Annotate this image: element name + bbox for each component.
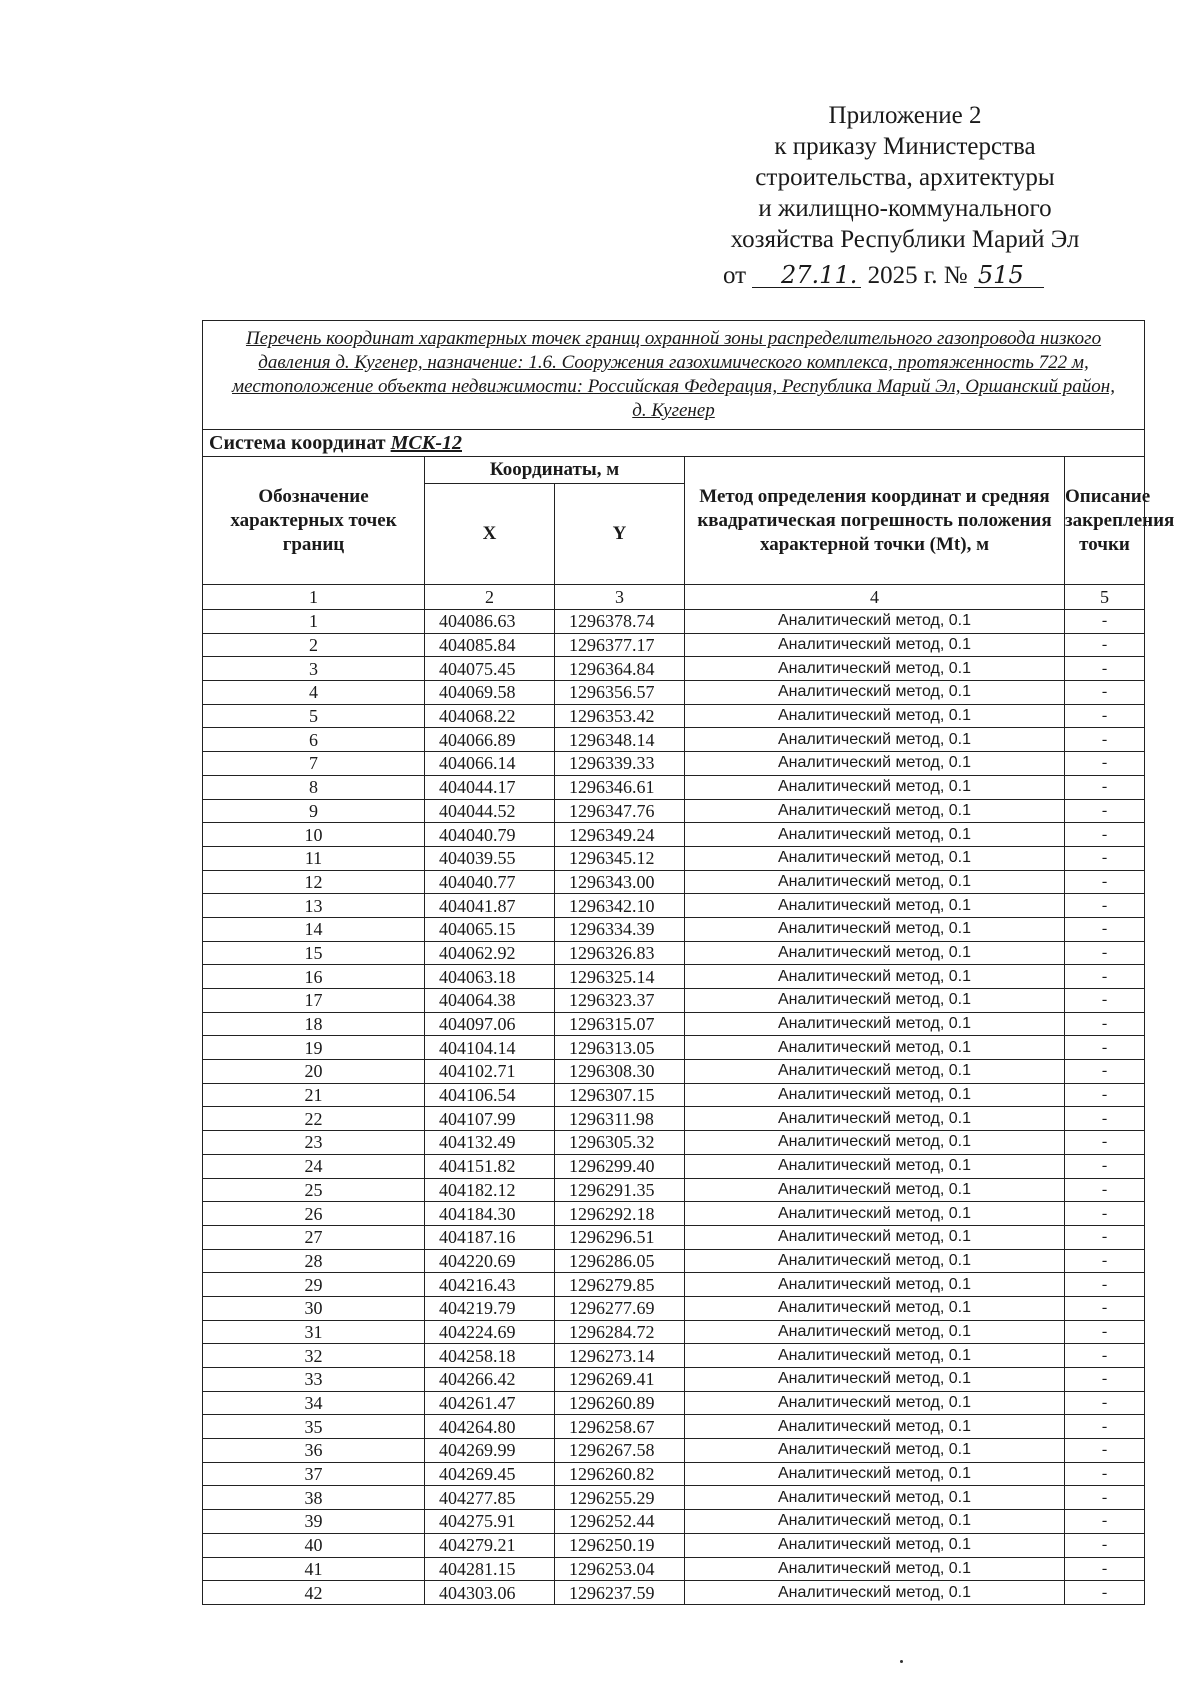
column-number: 3 [555,585,685,610]
description-cell: - [1065,1581,1145,1605]
table-row [203,775,1145,799]
description-cell: - [1065,1107,1145,1131]
y-coordinate-cell: 1296237.59 [555,1581,685,1605]
point-number-cell: 19 [203,1036,425,1060]
x-coordinate-cell: 404040.77 [425,870,555,894]
description-cell: - [1065,1131,1145,1155]
table-row [203,823,1145,847]
table-row [203,1107,1145,1131]
description-cell: - [1065,1486,1145,1510]
coordinate-system-row [203,430,1145,457]
y-coordinate-cell: 1296347.76 [555,799,685,823]
y-coordinate-cell: 1296307.15 [555,1083,685,1107]
header-line: хозяйства Республики Марий Эл [730,226,1080,253]
table-row [203,1012,1145,1036]
description-cell: - [1065,610,1145,634]
table-row [203,681,1145,705]
method-cell: Аналитический метод, 0.1 [685,1415,1065,1439]
point-number-cell: 21 [203,1083,425,1107]
x-coordinate-cell: 404275.91 [425,1510,555,1534]
x-coordinate-cell: 404216.43 [425,1273,555,1297]
description-cell: - [1065,989,1145,1013]
y-coordinate-cell: 1296345.12 [555,846,685,870]
coordinates-table [202,320,1175,1605]
x-coordinate-cell: 404151.82 [425,1154,555,1178]
header-y: Y [555,484,685,585]
description-cell: - [1065,728,1145,752]
header-description: Описание закрепления точки [1065,457,1145,585]
table-row [203,1320,1145,1344]
table-row [203,1178,1145,1202]
x-coordinate-cell: 404132.49 [425,1131,555,1155]
column-number: 1 [203,585,425,610]
y-coordinate-cell: 1296253.04 [555,1557,685,1581]
description-cell: - [1065,1320,1145,1344]
table-row [203,633,1145,657]
table-row [203,1273,1145,1297]
point-number-cell: 31 [203,1320,425,1344]
method-cell: Аналитический метод, 0.1 [685,752,1065,776]
x-coordinate-cell: 404106.54 [425,1083,555,1107]
table-row [203,941,1145,965]
table-row [203,752,1145,776]
method-cell: Аналитический метод, 0.1 [685,1462,1065,1486]
coordinate-system-value: МСК-12 [390,432,462,454]
column-number: 2 [425,585,555,610]
y-coordinate-cell: 1296258.67 [555,1415,685,1439]
method-cell: Аналитический метод, 0.1 [685,1273,1065,1297]
x-coordinate-cell: 404187.16 [425,1225,555,1249]
description-cell: - [1065,1202,1145,1226]
description-cell: - [1065,823,1145,847]
point-number-cell: 23 [203,1131,425,1155]
y-coordinate-cell: 1296291.35 [555,1178,685,1202]
method-cell: Аналитический метод, 0.1 [685,823,1065,847]
y-coordinate-cell: 1296279.85 [555,1273,685,1297]
method-cell: Аналитический метод, 0.1 [685,1036,1065,1060]
table-row [203,965,1145,989]
method-cell: Аналитический метод, 0.1 [685,1391,1065,1415]
y-coordinate-cell: 1296286.05 [555,1249,685,1273]
point-number-cell: 14 [203,917,425,941]
description-cell: - [1065,1296,1145,1320]
point-number-cell: 41 [203,1557,425,1581]
coordinates-table-wrapper [202,320,1175,1605]
table-row [203,1368,1145,1392]
x-coordinate-cell: 404102.71 [425,1060,555,1084]
point-number-cell: 7 [203,752,425,776]
table-row [203,1202,1145,1226]
point-number-cell: 39 [203,1510,425,1534]
method-cell: Аналитический метод, 0.1 [685,1202,1065,1226]
date-prefix: от [723,262,747,289]
y-coordinate-cell: 1296378.74 [555,610,685,634]
method-cell: Аналитический метод, 0.1 [685,917,1065,941]
table-row [203,1296,1145,1320]
x-coordinate-cell: 404277.85 [425,1486,555,1510]
table-row [203,1036,1145,1060]
table-row [203,1533,1145,1557]
method-cell: Аналитический метод, 0.1 [685,633,1065,657]
y-coordinate-cell: 1296252.44 [555,1510,685,1534]
description-cell: - [1065,704,1145,728]
table-row [203,1415,1145,1439]
table-row [203,1083,1145,1107]
point-number-cell: 40 [203,1533,425,1557]
description-cell: - [1065,799,1145,823]
y-coordinate-cell: 1296311.98 [555,1107,685,1131]
x-coordinate-cell: 404264.80 [425,1415,555,1439]
point-number-cell: 18 [203,1012,425,1036]
method-cell: Аналитический метод, 0.1 [685,1320,1065,1344]
x-coordinate-cell: 404066.14 [425,752,555,776]
point-number-cell: 1 [203,610,425,634]
method-cell: Аналитический метод, 0.1 [685,1533,1065,1557]
description-cell: - [1065,752,1145,776]
table-row [203,610,1145,634]
y-coordinate-cell: 1296342.10 [555,894,685,918]
y-coordinate-cell: 1296325.14 [555,965,685,989]
y-coordinate-cell: 1296267.58 [555,1439,685,1463]
description-cell: - [1065,1154,1145,1178]
x-coordinate-cell: 404258.18 [425,1344,555,1368]
method-cell: Аналитический метод, 0.1 [685,1131,1065,1155]
x-coordinate-cell: 404261.47 [425,1391,555,1415]
order-date-line [723,262,1044,290]
method-cell: Аналитический метод, 0.1 [685,989,1065,1013]
table-row [203,894,1145,918]
method-cell: Аналитический метод, 0.1 [685,704,1065,728]
y-coordinate-cell: 1296273.14 [555,1344,685,1368]
description-cell: - [1065,894,1145,918]
x-coordinate-cell: 404039.55 [425,846,555,870]
table-row [203,1131,1145,1155]
point-number-cell: 24 [203,1154,425,1178]
point-number-cell: 6 [203,728,425,752]
table-row [203,1249,1145,1273]
y-coordinate-cell: 1296292.18 [555,1202,685,1226]
method-cell: Аналитический метод, 0.1 [685,1439,1065,1463]
point-number-cell: 34 [203,1391,425,1415]
y-coordinate-cell: 1296260.82 [555,1462,685,1486]
y-coordinate-cell: 1296348.14 [555,728,685,752]
x-coordinate-cell: 404104.14 [425,1036,555,1060]
y-coordinate-cell: 1296343.00 [555,870,685,894]
point-number-cell: 37 [203,1462,425,1486]
x-coordinate-cell: 404266.42 [425,1368,555,1392]
y-coordinate-cell: 1296326.83 [555,941,685,965]
header-line: строительства, архитектуры [755,164,1055,191]
x-coordinate-cell: 404303.06 [425,1581,555,1605]
description-cell: - [1065,1273,1145,1297]
method-cell: Аналитический метод, 0.1 [685,1083,1065,1107]
method-cell: Аналитический метод, 0.1 [685,1060,1065,1084]
y-coordinate-cell: 1296255.29 [555,1486,685,1510]
method-cell: Аналитический метод, 0.1 [685,1557,1065,1581]
x-coordinate-cell: 404269.45 [425,1462,555,1486]
method-cell: Аналитический метод, 0.1 [685,728,1065,752]
table-row [203,1154,1145,1178]
y-coordinate-cell: 1296260.89 [555,1391,685,1415]
method-cell: Аналитический метод, 0.1 [685,965,1065,989]
table-row [203,917,1145,941]
table-row [203,1510,1145,1534]
y-coordinate-cell: 1296349.24 [555,823,685,847]
header-coords: Координаты, м [425,457,685,484]
point-number-cell: 11 [203,846,425,870]
point-number-cell: 25 [203,1178,425,1202]
method-cell: Аналитический метод, 0.1 [685,1368,1065,1392]
method-cell: Аналитический метод, 0.1 [685,657,1065,681]
y-coordinate-cell: 1296315.07 [555,1012,685,1036]
point-number-cell: 42 [203,1581,425,1605]
description-cell: - [1065,775,1145,799]
method-cell: Аналитический метод, 0.1 [685,1296,1065,1320]
y-coordinate-cell: 1296339.33 [555,752,685,776]
description-cell: - [1065,1036,1145,1060]
y-coordinate-cell: 1296296.51 [555,1225,685,1249]
point-number-cell: 20 [203,1060,425,1084]
y-coordinate-cell: 1296356.57 [555,681,685,705]
point-number-cell: 8 [203,775,425,799]
table-row [203,1486,1145,1510]
column-number: 4 [685,585,1065,610]
x-coordinate-cell: 404281.15 [425,1557,555,1581]
description-cell: - [1065,1178,1145,1202]
point-number-cell: 30 [203,1296,425,1320]
header-method: Метод определения координат и средняя квадратическая погрешность положения характерной точки (Mt), м [685,457,1065,585]
x-coordinate-cell: 404075.45 [425,657,555,681]
x-coordinate-cell: 404279.21 [425,1533,555,1557]
table-caption: Перечень координат характерных точек границ охранной зоны распределительного газопровода низкого давления д. Кугенер, назначение: 1.6. Сооружения газохимического комплекса, протяженность 722 м, местоположение объекта недвижимости: Российская Федерация, Республика Марий Эл, Оршанский район, д. Кугенер [203,321,1145,430]
x-coordinate-cell: 404044.17 [425,775,555,799]
coordinate-system-label: Система координат [209,432,386,454]
table-row [203,989,1145,1013]
y-coordinate-cell: 1296377.17 [555,633,685,657]
method-cell: Аналитический метод, 0.1 [685,1012,1065,1036]
description-cell: - [1065,1012,1145,1036]
description-cell: - [1065,941,1145,965]
x-coordinate-cell: 404220.69 [425,1249,555,1273]
point-number-cell: 3 [203,657,425,681]
y-coordinate-cell: 1296313.05 [555,1036,685,1060]
method-cell: Аналитический метод, 0.1 [685,1581,1065,1605]
x-coordinate-cell: 404219.79 [425,1296,555,1320]
point-number-cell: 22 [203,1107,425,1131]
y-coordinate-cell: 1296250.19 [555,1533,685,1557]
description-cell: - [1065,657,1145,681]
table-row [203,846,1145,870]
x-coordinate-cell: 404068.22 [425,704,555,728]
handwritten-date: 27.11. [752,263,861,288]
point-number-cell: 5 [203,704,425,728]
method-cell: Аналитический метод, 0.1 [685,870,1065,894]
method-cell: Аналитический метод, 0.1 [685,941,1065,965]
y-coordinate-cell: 1296364.84 [555,657,685,681]
x-coordinate-cell: 404097.06 [425,1012,555,1036]
x-coordinate-cell: 404041.87 [425,894,555,918]
x-coordinate-cell: 404085.84 [425,633,555,657]
description-cell: - [1065,1557,1145,1581]
point-number-cell: 4 [203,681,425,705]
method-cell: Аналитический метод, 0.1 [685,799,1065,823]
description-cell: - [1065,1344,1145,1368]
table-row [203,1060,1145,1084]
table-row [203,1344,1145,1368]
x-coordinate-cell: 404182.12 [425,1178,555,1202]
x-coordinate-cell: 404044.52 [425,799,555,823]
point-number-cell: 32 [203,1344,425,1368]
point-number-cell: 9 [203,799,425,823]
header-point: Обозначение характерных точек границ [203,457,425,585]
date-year: 2025 г. № [867,262,968,289]
table-row [203,1581,1145,1605]
description-cell: - [1065,1439,1145,1463]
x-coordinate-cell: 404064.38 [425,989,555,1013]
x-coordinate-cell: 404063.18 [425,965,555,989]
point-number-cell: 2 [203,633,425,657]
method-cell: Аналитический метод, 0.1 [685,681,1065,705]
table-row [203,799,1145,823]
table-row [203,704,1145,728]
description-cell: - [1065,1391,1145,1415]
point-number-cell: 27 [203,1225,425,1249]
point-number-cell: 35 [203,1415,425,1439]
x-coordinate-cell: 404107.99 [425,1107,555,1131]
description-cell: - [1065,1510,1145,1534]
table-row [203,657,1145,681]
table-row [203,1557,1145,1581]
scan-speck [900,1660,903,1663]
point-number-cell: 38 [203,1486,425,1510]
point-number-cell: 33 [203,1368,425,1392]
x-coordinate-cell: 404069.58 [425,681,555,705]
point-number-cell: 26 [203,1202,425,1226]
table-row [203,1439,1145,1463]
point-number-cell: 12 [203,870,425,894]
description-cell: - [1065,633,1145,657]
description-cell: - [1065,1060,1145,1084]
description-cell: - [1065,681,1145,705]
column-number-row [203,585,1145,610]
point-number-cell: 29 [203,1273,425,1297]
x-coordinate-cell: 404062.92 [425,941,555,965]
appendix-header [690,100,1120,255]
description-cell: - [1065,1249,1145,1273]
method-cell: Аналитический метод, 0.1 [685,846,1065,870]
table-row [203,1462,1145,1486]
description-cell: - [1065,1368,1145,1392]
method-cell: Аналитический метод, 0.1 [685,1154,1065,1178]
description-cell: - [1065,1533,1145,1557]
description-cell: - [1065,1083,1145,1107]
y-coordinate-cell: 1296334.39 [555,917,685,941]
header-line: Приложение 2 [828,102,982,129]
method-cell: Аналитический метод, 0.1 [685,894,1065,918]
table-row [203,870,1145,894]
method-cell: Аналитический метод, 0.1 [685,610,1065,634]
point-number-cell: 28 [203,1249,425,1273]
x-coordinate-cell: 404065.15 [425,917,555,941]
method-cell: Аналитический метод, 0.1 [685,1225,1065,1249]
y-coordinate-cell: 1296299.40 [555,1154,685,1178]
header-line: и жилищно-коммунального [758,195,1052,222]
method-cell: Аналитический метод, 0.1 [685,1510,1065,1534]
y-coordinate-cell: 1296346.61 [555,775,685,799]
point-number-cell: 16 [203,965,425,989]
method-cell: Аналитический метод, 0.1 [685,1344,1065,1368]
description-cell: - [1065,1415,1145,1439]
y-coordinate-cell: 1296353.42 [555,704,685,728]
x-coordinate-cell: 404269.99 [425,1439,555,1463]
point-number-cell: 10 [203,823,425,847]
point-number-cell: 13 [203,894,425,918]
x-coordinate-cell: 404086.63 [425,610,555,634]
handwritten-order-number: 515 [974,263,1044,288]
x-coordinate-cell: 404184.30 [425,1202,555,1226]
point-number-cell: 36 [203,1439,425,1463]
y-coordinate-cell: 1296308.30 [555,1060,685,1084]
method-cell: Аналитический метод, 0.1 [685,1486,1065,1510]
method-cell: Аналитический метод, 0.1 [685,1178,1065,1202]
table-row [203,1225,1145,1249]
point-number-cell: 15 [203,941,425,965]
header-line: к приказу Министерства [774,133,1036,160]
point-number-cell: 17 [203,989,425,1013]
method-cell: Аналитический метод, 0.1 [685,1107,1065,1131]
header-x: X [425,484,555,585]
y-coordinate-cell: 1296269.41 [555,1368,685,1392]
method-cell: Аналитический метод, 0.1 [685,775,1065,799]
x-coordinate-cell: 404040.79 [425,823,555,847]
description-cell: - [1065,1462,1145,1486]
description-cell: - [1065,965,1145,989]
description-cell: - [1065,846,1145,870]
y-coordinate-cell: 1296284.72 [555,1320,685,1344]
method-cell: Аналитический метод, 0.1 [685,1249,1065,1273]
x-coordinate-cell: 404066.89 [425,728,555,752]
y-coordinate-cell: 1296305.32 [555,1131,685,1155]
table-row [203,728,1145,752]
x-coordinate-cell: 404224.69 [425,1320,555,1344]
description-cell: - [1065,1225,1145,1249]
y-coordinate-cell: 1296323.37 [555,989,685,1013]
y-coordinate-cell: 1296277.69 [555,1296,685,1320]
description-cell: - [1065,870,1145,894]
table-row [203,1391,1145,1415]
column-number: 5 [1065,585,1145,610]
description-cell: - [1065,917,1145,941]
